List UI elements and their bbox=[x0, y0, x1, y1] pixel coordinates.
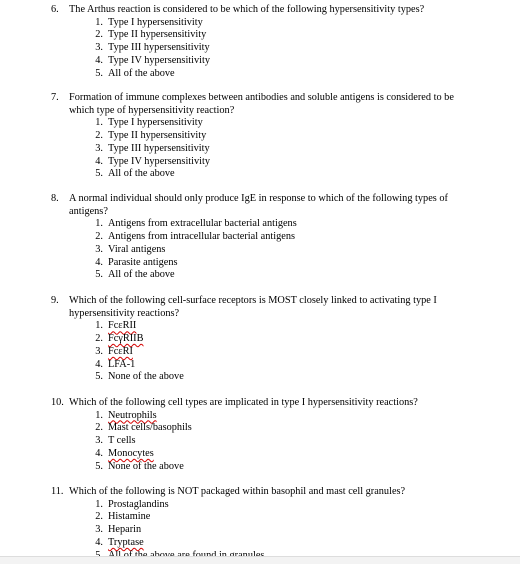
option-item bbox=[51, 269, 471, 282]
question-text: A normal individual should only produce IgE in response to which of the following types of antigens? bbox=[69, 193, 448, 217]
question-header bbox=[51, 92, 471, 117]
option-item bbox=[51, 244, 471, 257]
option-text: T cells bbox=[108, 435, 136, 447]
option-text: FcεRI bbox=[108, 345, 133, 357]
option-item bbox=[51, 29, 471, 42]
option-item bbox=[51, 422, 471, 435]
option-item bbox=[51, 359, 471, 372]
option-number: 2. bbox=[95, 130, 103, 142]
option-number: 5. bbox=[95, 67, 103, 79]
option-item bbox=[51, 371, 471, 384]
page-cutoff-bar bbox=[0, 556, 520, 564]
option-number: 2. bbox=[95, 333, 103, 345]
question-8 bbox=[51, 193, 471, 282]
option-number: 1. bbox=[95, 409, 103, 421]
option-text: FcεRII bbox=[108, 320, 137, 332]
option-item bbox=[51, 130, 471, 143]
question-6 bbox=[51, 4, 471, 80]
option-text: Type I hypersensitivity bbox=[108, 16, 203, 28]
option-text: None of the above bbox=[108, 460, 184, 472]
option-text: None of the above bbox=[108, 371, 184, 383]
question-text: The Arthus reaction is considered to be which of the following hypersensitivity types? bbox=[69, 4, 425, 15]
option-text: Type IV hypersensitivity bbox=[108, 54, 211, 66]
question-number: 6. bbox=[51, 4, 59, 15]
option-number: 3. bbox=[95, 42, 103, 54]
option-item bbox=[51, 524, 471, 537]
option-number: 2. bbox=[95, 511, 103, 523]
option-item bbox=[51, 461, 471, 474]
option-text: All of the above bbox=[108, 168, 175, 180]
question-header bbox=[51, 4, 471, 17]
option-number: 4. bbox=[95, 54, 103, 66]
option-number: 1. bbox=[95, 320, 103, 332]
option-text: Antigens from extracellular bacterial antigens bbox=[108, 218, 297, 230]
option-text: LFA-1 bbox=[108, 358, 136, 370]
option-item bbox=[51, 143, 471, 156]
question-9 bbox=[51, 295, 471, 384]
question-text: Formation of immune complexes between antibodies and soluble antigens is considered to be which type of hypersensitivity reaction? bbox=[69, 92, 454, 116]
option-item bbox=[51, 435, 471, 448]
question-10 bbox=[51, 397, 471, 473]
option-number: 4. bbox=[95, 447, 103, 459]
option-item bbox=[51, 231, 471, 244]
options-list bbox=[51, 117, 471, 181]
option-number: 5. bbox=[95, 371, 103, 383]
option-item bbox=[51, 537, 471, 550]
option-number: 5. bbox=[95, 168, 103, 180]
options-list bbox=[51, 218, 471, 282]
option-text: FcγRIIB bbox=[108, 333, 144, 345]
option-number: 1. bbox=[95, 16, 103, 28]
question-text: Which of the following cell types are implicated in type I hypersensitivity reactions? bbox=[69, 397, 418, 408]
option-number: 3. bbox=[95, 243, 103, 255]
question-text: Which of the following cell-surface receptors is MOST closely linked to activating type I hypersensitivity reactions? bbox=[69, 295, 437, 319]
question-11 bbox=[51, 486, 471, 562]
option-item bbox=[51, 410, 471, 423]
option-text: Histamine bbox=[108, 511, 151, 523]
option-number: 2. bbox=[95, 231, 103, 243]
option-number: 2. bbox=[95, 29, 103, 41]
option-text: Tryptase bbox=[108, 536, 144, 548]
question-number: 9. bbox=[51, 295, 59, 306]
options-list bbox=[51, 410, 471, 474]
question-header bbox=[51, 193, 471, 218]
option-text: Antigens from intracellular bacterial antigens bbox=[108, 231, 295, 243]
question-number: 10. bbox=[51, 397, 64, 408]
option-number: 5. bbox=[95, 460, 103, 472]
option-item bbox=[51, 333, 471, 346]
option-text: Type III hypersensitivity bbox=[108, 142, 210, 154]
option-text: Monocytes bbox=[108, 447, 154, 459]
option-text: Neutrophils bbox=[108, 409, 157, 421]
option-item bbox=[51, 218, 471, 231]
option-number: 3. bbox=[95, 435, 103, 447]
option-text: Prostaglandins bbox=[108, 498, 169, 510]
option-text: Type IV hypersensitivity bbox=[108, 155, 211, 167]
option-text: Mast cells/basophils bbox=[108, 422, 192, 434]
option-item bbox=[51, 55, 471, 68]
option-text: All of the above bbox=[108, 269, 175, 281]
question-number: 11. bbox=[51, 486, 64, 497]
option-number: 3. bbox=[95, 345, 103, 357]
question-header bbox=[51, 397, 471, 410]
option-text: Heparin bbox=[108, 524, 142, 536]
option-item bbox=[51, 17, 471, 30]
options-list bbox=[51, 499, 471, 563]
question-7 bbox=[51, 92, 471, 181]
question-header bbox=[51, 295, 471, 320]
option-item bbox=[51, 42, 471, 55]
option-number: 3. bbox=[95, 142, 103, 154]
option-item bbox=[51, 257, 471, 270]
option-item bbox=[51, 499, 471, 512]
option-text: Viral antigens bbox=[108, 243, 166, 255]
option-item bbox=[51, 156, 471, 169]
question-text: Which of the following is NOT packaged within basophil and mast cell granules? bbox=[69, 486, 406, 497]
option-item bbox=[51, 320, 471, 333]
option-number: 4. bbox=[95, 256, 103, 268]
option-number: 3. bbox=[95, 524, 103, 536]
question-number: 7. bbox=[51, 92, 59, 103]
option-number: 2. bbox=[95, 422, 103, 434]
option-number: 4. bbox=[95, 155, 103, 167]
option-item bbox=[51, 168, 471, 181]
option-item bbox=[51, 511, 471, 524]
option-text: Type II hypersensitivity bbox=[108, 29, 207, 41]
options-list bbox=[51, 320, 471, 384]
options-list bbox=[51, 17, 471, 81]
option-text: Type III hypersensitivity bbox=[108, 42, 210, 54]
option-text: Parasite antigens bbox=[108, 256, 178, 268]
option-text: Type II hypersensitivity bbox=[108, 130, 207, 142]
option-number: 1. bbox=[95, 117, 103, 129]
option-text: All of the above bbox=[108, 67, 175, 79]
option-item bbox=[51, 448, 471, 461]
option-number: 1. bbox=[95, 218, 103, 230]
option-number: 5. bbox=[95, 269, 103, 281]
option-item bbox=[51, 117, 471, 130]
option-item bbox=[51, 68, 471, 81]
option-number: 4. bbox=[95, 536, 103, 548]
question-header bbox=[51, 486, 471, 499]
question-number: 8. bbox=[51, 193, 59, 204]
option-text: Type I hypersensitivity bbox=[108, 117, 203, 129]
option-number: 1. bbox=[95, 498, 103, 510]
option-item bbox=[51, 346, 471, 359]
option-number: 4. bbox=[95, 358, 103, 370]
